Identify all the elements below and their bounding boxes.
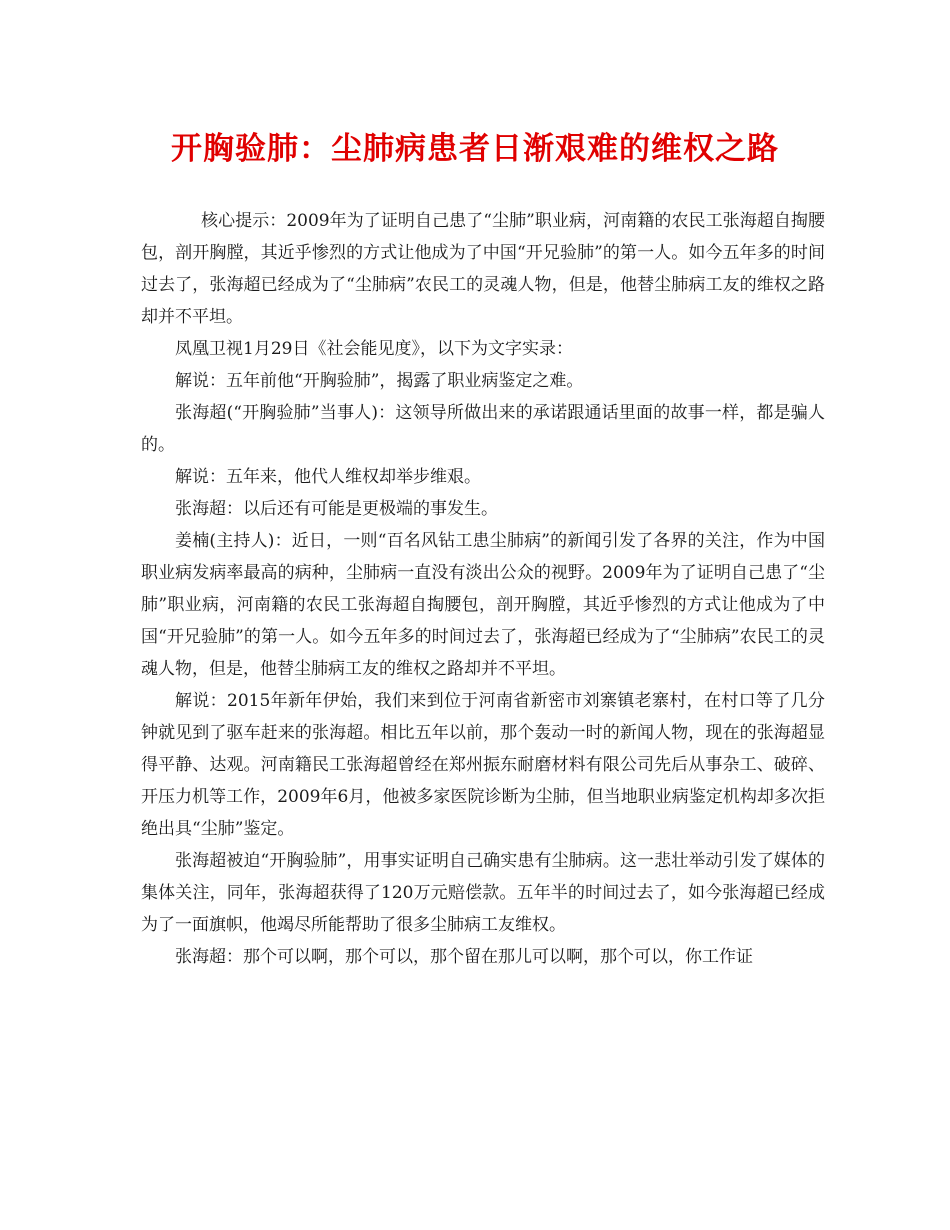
paragraph-source: 凤凰卫视1月29日《社会能见度》，以下为文字实录： (175, 339, 573, 359)
paragraph: 张海超：以后还有可能是更极端的事发生。 (175, 499, 498, 519)
paragraph-summary: 核心提示：2009年为了证明自己患了“尘肺”职业病，河南籍的农民工张海超自掏腰包，剖开胸膛，其近乎惨烈的方式让他成为了中国“开兄验肺”的第一人。如今五年多的时间过去了，张海超已经成为了“尘肺病”农民工的灵魂人物，但是，他替尘肺病工友的维权之路却并不平坦。 (141, 211, 825, 327)
paragraph: 解说：五年来，他代人维权却举步维艰。 (175, 467, 481, 487)
paragraph: 张海超被迫“开胸验肺”，用事实证明自己确实患有尘肺病。这一悲壮举动引发了媒体的集体关注，同年，张海超获得了120万元赔偿款。五年半的时间过去了，如今张海超已经成为了一面旗帜，他竭尽所能帮助了很多尘肺病工友维权。 (141, 851, 825, 935)
paragraph: 张海超(“开胸验肺”当事人)：这领导所做出来的承诺跟通话里面的故事一样，都是骗人的。 (141, 403, 825, 455)
article-body (141, 205, 825, 973)
document-title: 开胸验肺：尘肺病患者日渐艰难的维权之路 (171, 131, 779, 167)
paragraph: 解说：五年前他“开胸验肺”，揭露了职业病鉴定之难。 (175, 371, 584, 391)
paragraph: 姜楠(主持人)：近日，一则“百名风钻工患尘肺病”的新闻引发了各界的关注，作为中国职业病发病率最高的病种，尘肺病一直没有淡出公众的视野。2009年为了证明自己患了“尘肺”职业病，河南籍的农民工张海超自掏腰包，剖开胸膛，其近乎惨烈的方式让他成为了中国“开兄验肺”的第一人。如今五年多的时间过去了，张海超已经成为了“尘肺病”农民工的灵魂人物，但是，他替尘肺病工友的维权之路却并不平坦。 (141, 531, 825, 679)
paragraph: 张海超：那个可以啊，那个可以，那个留在那儿可以啊，那个可以，你工作证 (175, 947, 753, 967)
paragraph: 解说：2015年新年伊始，我们来到位于河南省新密市刘寨镇老寨村，在村口等了几分钟就见到了驱车赶来的张海超。相比五年以前，那个轰动一时的新闻人物，现在的张海超显得平静、达观。河南籍民工张海超曾经在郑州振东耐磨材料有限公司先后从事杂工、破碎、开压力机等工作，2009年6月，他被多家医院诊断为尘肺，但当地职业病鉴定机构却多次拒绝出具“尘肺”鉴定。 (141, 691, 825, 839)
